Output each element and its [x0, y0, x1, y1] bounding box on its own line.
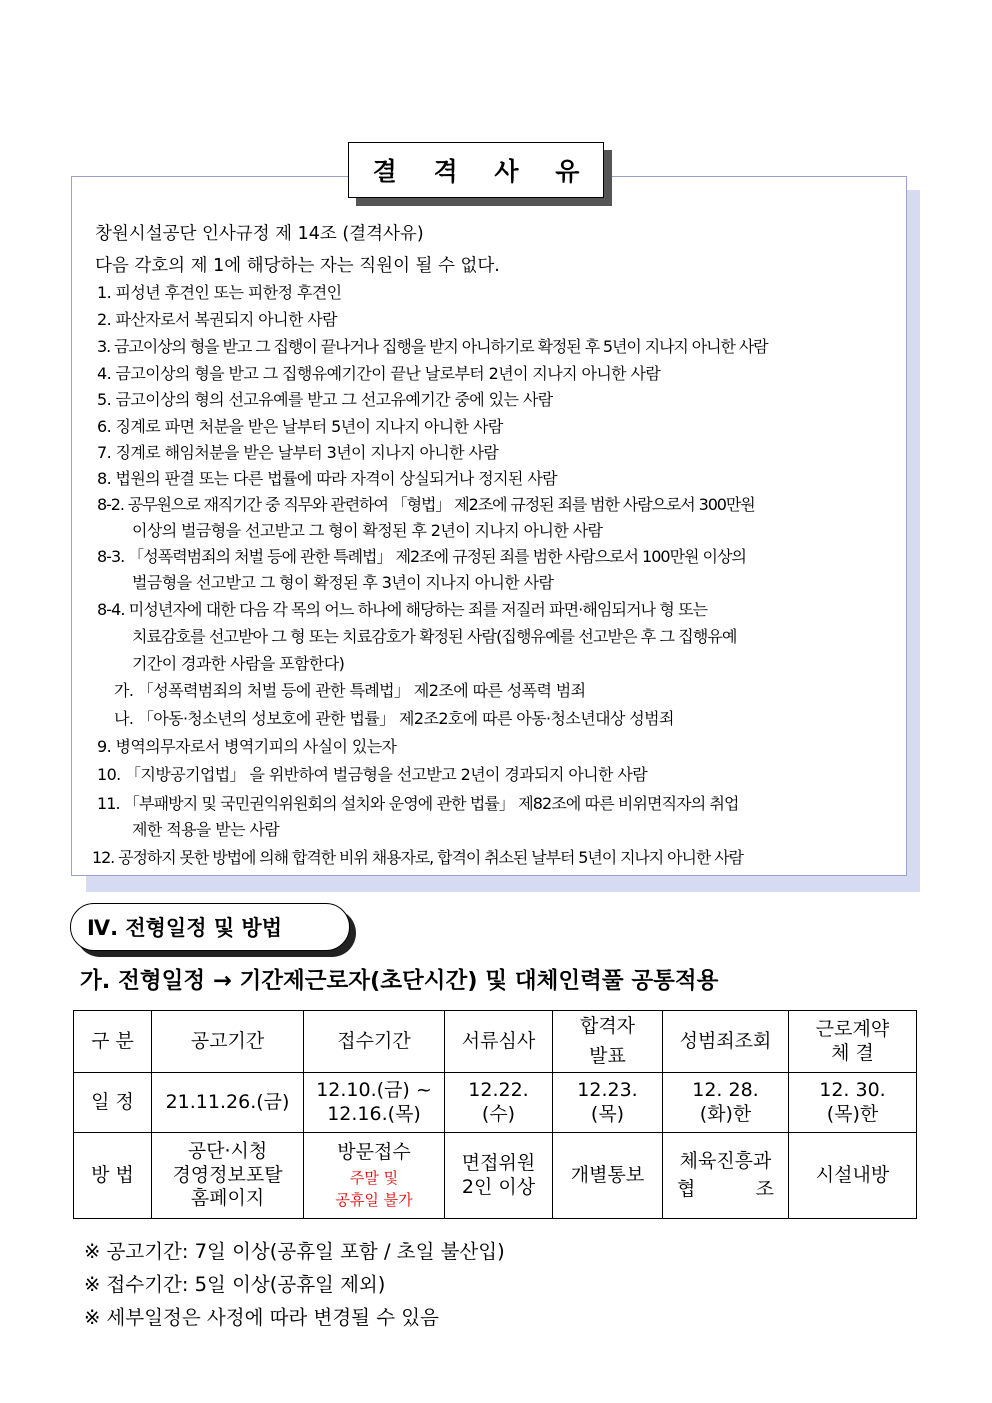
header-contract-line1: 근로계약 [815, 1017, 890, 1040]
disqualification-item: 2. 파산자로서 복권되지 아니한 사람 [97, 310, 337, 329]
schedule-subtitle: 가. 전형일정 → 기간제근로자(초단시간) 및 대체인력풀 공통적용 [80, 968, 719, 994]
cell-notice-method-line3: 홈페이지 [190, 1187, 265, 1210]
cell-check-method-line2 [663, 1174, 788, 1202]
cell-review-date-line2: (수) [481, 1102, 516, 1125]
header-announcement-line1: 합격자 [579, 1014, 636, 1037]
header-application-period: 접수기간 [304, 1011, 445, 1073]
disqualification-subitem: 가. 「성폭력범죄의 처벌 등에 관한 특례법」 제2조에 따른 성폭력 범죄 [114, 681, 586, 700]
header-contract-line2: 체 결 [831, 1041, 874, 1064]
disqualification-item: 3. 금고이상의 형을 받고 그 집행이 끝나거나 집행을 받지 아니하기로 확정된 후 5년이 지나지 아니한 사람 [97, 337, 768, 356]
disqualification-item: 4. 금고이상의 형을 받고 그 집행유예기간이 끝난 날로부터 2년이 지나지 아니한 사람 [97, 364, 661, 383]
cell-check-method-char2: 조 [755, 1177, 774, 1200]
note-application-period: ※ 접수기간: 5일 이상(공휴일 제외) [84, 1273, 386, 1296]
cell-announcement-method: 개별통보 [553, 1133, 663, 1219]
disqualification-item: 7. 징계로 해임처분을 받은 날부터 3년이 지나지 아니한 사람 [97, 443, 499, 462]
cell-application-warning-line1: 주말 및 [349, 1168, 399, 1187]
cell-contract-method: 시설내방 [789, 1133, 917, 1219]
regulation-subheading: 다음 각호의 제 1에 해당하는 자는 직원이 될 수 없다. [95, 256, 500, 276]
header-notice-period: 공고기간 [152, 1011, 304, 1073]
disqualification-item: 8. 법원의 판결 또는 다른 법률에 따라 자격이 상실되거나 정지된 사람 [97, 469, 558, 488]
header-category: 구 분 [74, 1011, 152, 1073]
cell-announcement-date-line2: (목) [590, 1102, 625, 1125]
disqualification-item: 6. 징계로 파면 처분을 받은 날부터 5년이 지나지 아니한 사람 [97, 417, 503, 436]
disqualification-item-cont: 이상의 벌금형을 선고받고 그 형이 확정된 후 2년이 지나지 아니한 사람 [132, 521, 603, 540]
cell-notice-date: 21.11.26.(금) [152, 1073, 304, 1133]
cell-application-method-line1: 방문접수 [337, 1140, 411, 1163]
disqualification-item-cont: 치료감호를 선고받아 그 형 또는 치료감호가 확정된 사람(집행유예를 선고받은 후 그 집행유예 [132, 627, 737, 646]
disqualification-item: 8-2. 공무원으로 재직기간 중 직무와 관련하여 「형법」 제2조에 규정된 죄를 범한 사람으로서 300만원 [97, 495, 755, 514]
header-announcement [553, 1011, 663, 1073]
cell-check-method [663, 1133, 789, 1219]
table-row-schedule [74, 1073, 917, 1133]
disqualification-item: 8-4. 미성년자에 대한 다음 각 목의 어느 하나에 해당하는 죄를 저질러 파면·해임되거나 형 또는 [97, 600, 708, 619]
cell-check-method-char1: 협 [677, 1177, 696, 1200]
disqualification-item: 10. 「지방공기업법」 을 위반하여 벌금형을 선고받고 2년이 경과되지 아니한 사람 [97, 765, 648, 784]
disqualification-item: 1. 피성년 후견인 또는 피한정 후견인 [97, 283, 342, 302]
cell-review-method-line2: 2인 이상 [461, 1175, 536, 1198]
disqualification-item: 8-3. 「성폭력범죄의 처벌 등에 관한 특례법」 제2조에 규정된 죄를 범한 사람으로서 100만원 이상의 [97, 547, 746, 566]
cell-check-date [663, 1073, 789, 1133]
cell-announcement-date-line1: 12.23. [577, 1078, 638, 1101]
cell-notice-method [152, 1133, 304, 1219]
section-title: Ⅳ. 전형일정 및 방법 [70, 903, 350, 951]
cell-contract-date-line2: (목)한 [826, 1102, 879, 1125]
schedule-table [73, 1010, 917, 1219]
disqualification-item: 12. 공정하지 못한 방법에 의해 합격한 비위 채용자로, 합격이 취소된 날부터 5년이 지나지 아니한 사람 [92, 848, 743, 867]
cell-check-date-line2: (화)한 [699, 1102, 752, 1125]
row-label-schedule: 일 정 [74, 1073, 152, 1133]
header-sex-crime-check: 성범죄조회 [663, 1011, 789, 1073]
disqualification-subitem: 나. 「아동·청소년의 성보호에 관한 법률」 제2조2호에 따른 아동·청소년대상 성범죄 [114, 709, 674, 728]
cell-notice-method-line1: 공단·시청 [187, 1139, 268, 1162]
disqualification-item-cont: 벌금형을 선고받고 그 형이 확정된 후 3년이 지나지 아니한 사람 [132, 573, 554, 592]
cell-application-start: 12.10.(금) ~ [316, 1078, 432, 1101]
disqualification-item: 9. 병역의무자로서 병역기피의 사실이 있는자 [97, 737, 397, 756]
table-row-method [74, 1133, 917, 1219]
cell-announcement-date [553, 1073, 663, 1133]
header-announcement-line2: 발표 [589, 1044, 626, 1067]
cell-application-end: 12.16.(목) [327, 1102, 421, 1125]
note-notice-period: ※ 공고기간: 7일 이상(공휴일 포함 / 초일 불산입) [84, 1240, 505, 1263]
cell-application-dates [304, 1073, 445, 1133]
cell-review-date-line1: 12.22. [468, 1078, 529, 1101]
disqualification-item: 5. 금고이상의 형의 선고유예를 받고 그 선고유예기간 중에 있는 사람 [97, 390, 553, 409]
disqualification-item-cont: 기간이 경과한 사람을 포함한다) [132, 654, 345, 673]
cell-notice-method-line2: 경영정보포탈 [172, 1163, 283, 1186]
cell-check-method-line1: 체육진흥과 [679, 1149, 772, 1172]
header-document-review: 서류심사 [445, 1011, 553, 1073]
table-header-row [74, 1011, 917, 1073]
disqualification-item-cont: 제한 적용을 받는 사람 [132, 820, 280, 839]
cell-review-date [445, 1073, 553, 1133]
cell-application-warning-line2: 공휴일 불가 [335, 1191, 413, 1210]
cell-check-date-line1: 12. 28. [692, 1078, 759, 1101]
cell-contract-date-line1: 12. 30. [819, 1078, 886, 1101]
disqualification-item: 11. 「부패방지 및 국민권익위원회의 설치와 운영에 관한 법률」 제82조에 따른 비위면직자의 취업 [97, 794, 739, 813]
cell-review-method-line1: 면접위원 [461, 1151, 536, 1174]
disqualification-title: 결 격 사 유 [348, 142, 604, 198]
note-schedule-change: ※ 세부일정은 사정에 따라 변경될 수 있음 [84, 1306, 439, 1329]
header-contract [789, 1011, 917, 1073]
row-label-method: 방 법 [74, 1133, 152, 1219]
regulation-heading: 창원시설공단 인사규정 제 14조 (결격사유) [95, 224, 424, 244]
cell-application-method [304, 1133, 445, 1219]
cell-contract-date [789, 1073, 917, 1133]
cell-review-method [445, 1133, 553, 1219]
